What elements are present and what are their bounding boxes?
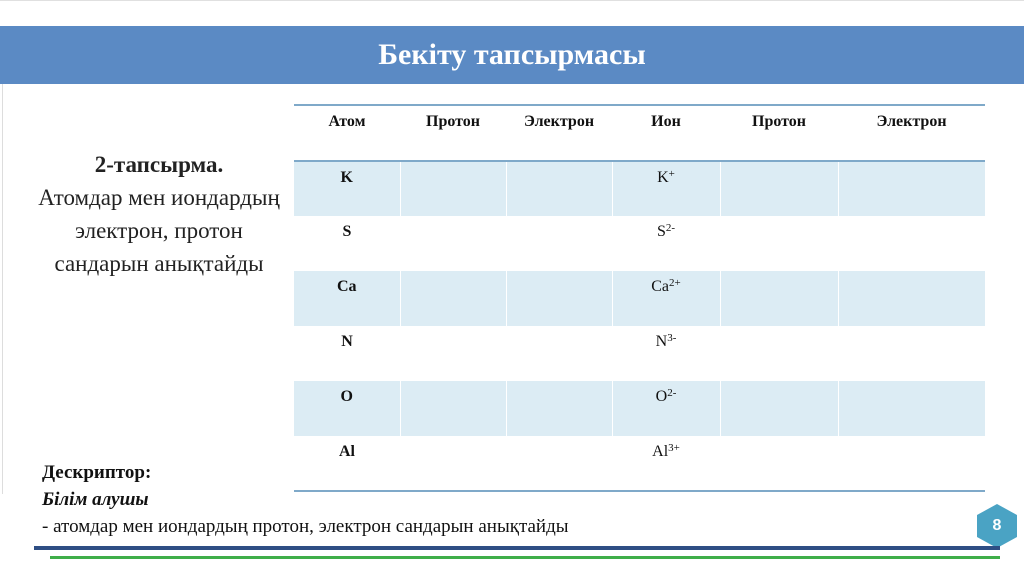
slide-title: Бекіту тапсырмасы [378,38,646,71]
ion-symbol: N [655,333,668,350]
ion-symbol: Al [652,443,669,460]
ion-charge: 2+ [669,277,681,289]
ion-charge: 3- [667,332,677,344]
ion-cell [612,271,720,326]
page-number: 8 [992,517,1002,534]
header-proton: Протон [426,113,480,130]
ion-cell [612,216,720,271]
table-header-row [294,105,985,161]
ion-electron-cell[interactable] [838,271,985,326]
task-body: Атомдар мен иондардың электрон, протон сандарын анықтайды [38,185,280,276]
atom-cell: S [342,223,352,240]
top-rule [0,0,1024,1]
descriptor-item: - атомдар мен иондардың протон, электрон сандарын анықтайды [42,516,569,537]
ion-proton-cell[interactable] [720,271,838,326]
page-number-badge [973,502,1021,550]
atom-ion-table [294,104,985,492]
ion-electron-cell[interactable] [838,326,985,381]
proton-cell[interactable] [400,381,506,436]
atom-cell: O [294,381,400,436]
ion-charge: + [668,168,675,180]
ion-proton-cell[interactable] [720,161,838,216]
proton-cell[interactable] [400,216,506,271]
proton-cell[interactable] [400,161,506,216]
header-ion-proton: Протон [752,113,806,130]
ion-cell [612,326,720,381]
task-title: 2-тапсырма. [94,152,224,177]
left-frame-line [2,84,3,494]
proton-cell[interactable] [400,326,506,381]
table-row [294,381,985,436]
task-block [34,148,284,280]
ion-charge: 3+ [668,442,680,454]
proton-cell[interactable] [400,271,506,326]
electron-cell[interactable] [506,161,612,216]
ion-cell [612,161,720,216]
ion-charge: 2- [667,387,677,399]
descriptor-block [42,459,742,540]
table-row [294,271,985,326]
table-row [294,216,985,271]
ion-charge: 2- [665,222,676,234]
ion-electron-cell[interactable] [838,436,985,491]
descriptor-subtitle: Білім алушы [42,489,149,510]
ion-symbol: K [657,169,669,186]
ion-proton-cell[interactable] [720,216,838,271]
electron-cell[interactable] [506,381,612,436]
ion-cell [612,381,720,436]
footer-line-green [50,556,1000,559]
atom-cell: Ca [294,271,400,326]
header-electron: Электрон [523,113,595,130]
table-row [294,161,985,216]
ion-symbol: O [655,388,668,405]
footer-line-blue [34,546,1000,550]
electron-cell[interactable] [506,326,612,381]
ion-proton-cell[interactable] [720,326,838,381]
ion-electron-cell[interactable] [838,381,985,436]
ion-electron-cell[interactable] [838,161,985,216]
atom-cell: N [341,333,353,350]
header-ion-electron: Электрон [876,113,947,130]
header-atom: Атом [328,113,366,130]
descriptor-title: Дескриптор: [42,462,152,483]
header-ion: Ион [651,113,681,130]
title-bar [0,26,1024,84]
ion-symbol: S [656,223,666,240]
electron-cell[interactable] [506,216,612,271]
ion-electron-cell[interactable] [838,216,985,271]
ion-symbol: Ca [651,278,670,295]
ion-proton-cell[interactable] [720,381,838,436]
electron-cell[interactable] [506,271,612,326]
atom-cell: K [294,161,400,216]
atom-cell: Al [339,443,355,460]
table-row [294,326,985,381]
